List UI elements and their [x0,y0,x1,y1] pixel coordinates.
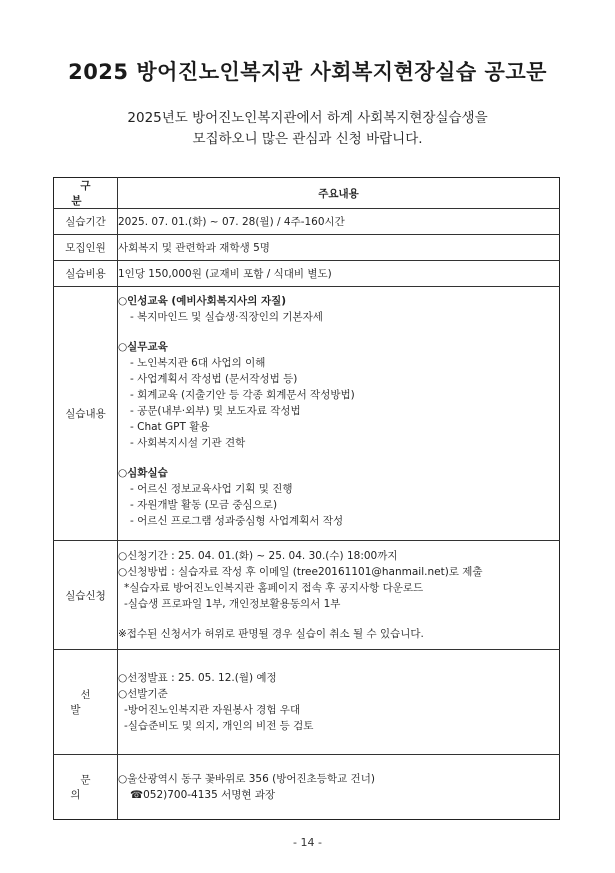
intro-line-1: 2025년도 방어진노인복지관에서 하계 사회복지현장실습생을 [127,110,488,126]
section-title: ○실무교육 [118,341,168,353]
section-item: - 회계교육 (지출기안 등 각종 회계문서 작성방법) [130,389,355,401]
row-period [54,209,560,235]
row-apply [54,541,560,650]
section-item: - 복지마인드 및 실습생·직장인의 기본자세 [130,311,323,323]
intro-line-2: 모집하오니 많은 관심과 신청 바랍니다. [192,131,423,147]
row-select [54,650,560,755]
label-period: 실습기간 [54,209,118,235]
section-item: - 자원개발 활동 (모금 중심으로) [130,499,278,511]
apply-warning: ※접수된 신청서가 허위로 판명될 경우 실습이 취소 될 수 있습니다. [118,628,424,640]
apply-documents: -실습생 프로파일 1부, 개인정보활용동의서 1부 [124,598,341,610]
apply-download-note: *실습자료 방어진노인복지관 홈페이지 접속 후 공지사항 다운로드 [124,582,424,594]
section-item: - Chat GPT 활용 [130,421,210,433]
value-content [118,287,560,541]
section-item: - 사회복지시설 기관 견학 [130,437,246,449]
section-title: ○인성교육 (예비사회복지사의 자질) [118,295,287,307]
select-criteria: ○선발기준 [118,688,168,700]
select-criteria-item: -실습준비도 및 의지, 개인의 비전 등 검토 [124,720,314,732]
section-title: ○심화실습 [118,467,168,479]
section-item: - 사업계획서 작성법 (문서작성법 등) [130,373,298,385]
value-recruit: 사회복지 및 관련학과 재학생 5명 [118,235,560,261]
label-content: 실습내용 [54,287,118,541]
table-header-row [54,178,560,209]
row-content [54,287,560,541]
intro-text [0,108,615,150]
label-select: 선 발 [54,650,118,755]
page-title: 2025 방어진노인복지관 사회복지현장실습 공고문 [68,60,547,84]
contact-phone: ☎052)700-4135 서명현 과장 [130,789,276,801]
section-item: - 공문(내부·외부) 및 보도자료 작성법 [130,405,301,417]
section-item: - 어르신 프로그램 성과중심형 사업계획서 작성 [130,515,344,527]
value-contact [118,755,560,820]
contact-address: ○울산광역시 동구 꽃바위로 356 (방어진초등학교 건너) [118,773,375,785]
value-period: 2025. 07. 01.(화) ~ 07. 28(월) / 4주-160시간 [118,209,560,235]
header-main-content: 주요내용 [118,178,560,209]
value-select [118,650,560,755]
value-cost: 1인당 150,000원 (교재비 포함 / 식대비 별도) [118,261,560,287]
apply-method: ○신청방법 : 실습자료 작성 후 이메일 (tree20161101@hanmail.net)로 제출 [118,566,483,578]
select-announce: ○선정발표 : 25. 05. 12.(월) 예정 [118,672,277,684]
page-number: - 14 - [293,836,322,849]
header-category: 구 분 [54,178,118,209]
label-recruit: 모집인원 [54,235,118,261]
row-recruit [54,235,560,261]
label-contact: 문 의 [54,755,118,820]
select-criteria-item: -방어진노인복지관 자원봉사 경험 우대 [124,704,301,716]
label-apply: 실습신청 [54,541,118,650]
label-cost: 실습비용 [54,261,118,287]
info-table [53,177,560,820]
apply-period: ○신청기간 : 25. 04. 01.(화) ~ 25. 04. 30.(수) 18:00까지 [118,550,398,562]
value-apply [118,541,560,650]
section-item: - 어르신 정보교육사업 기획 및 진행 [130,483,293,495]
row-contact [54,755,560,820]
section-item: - 노인복지관 6대 사업의 이해 [130,357,266,369]
row-cost [54,261,560,287]
